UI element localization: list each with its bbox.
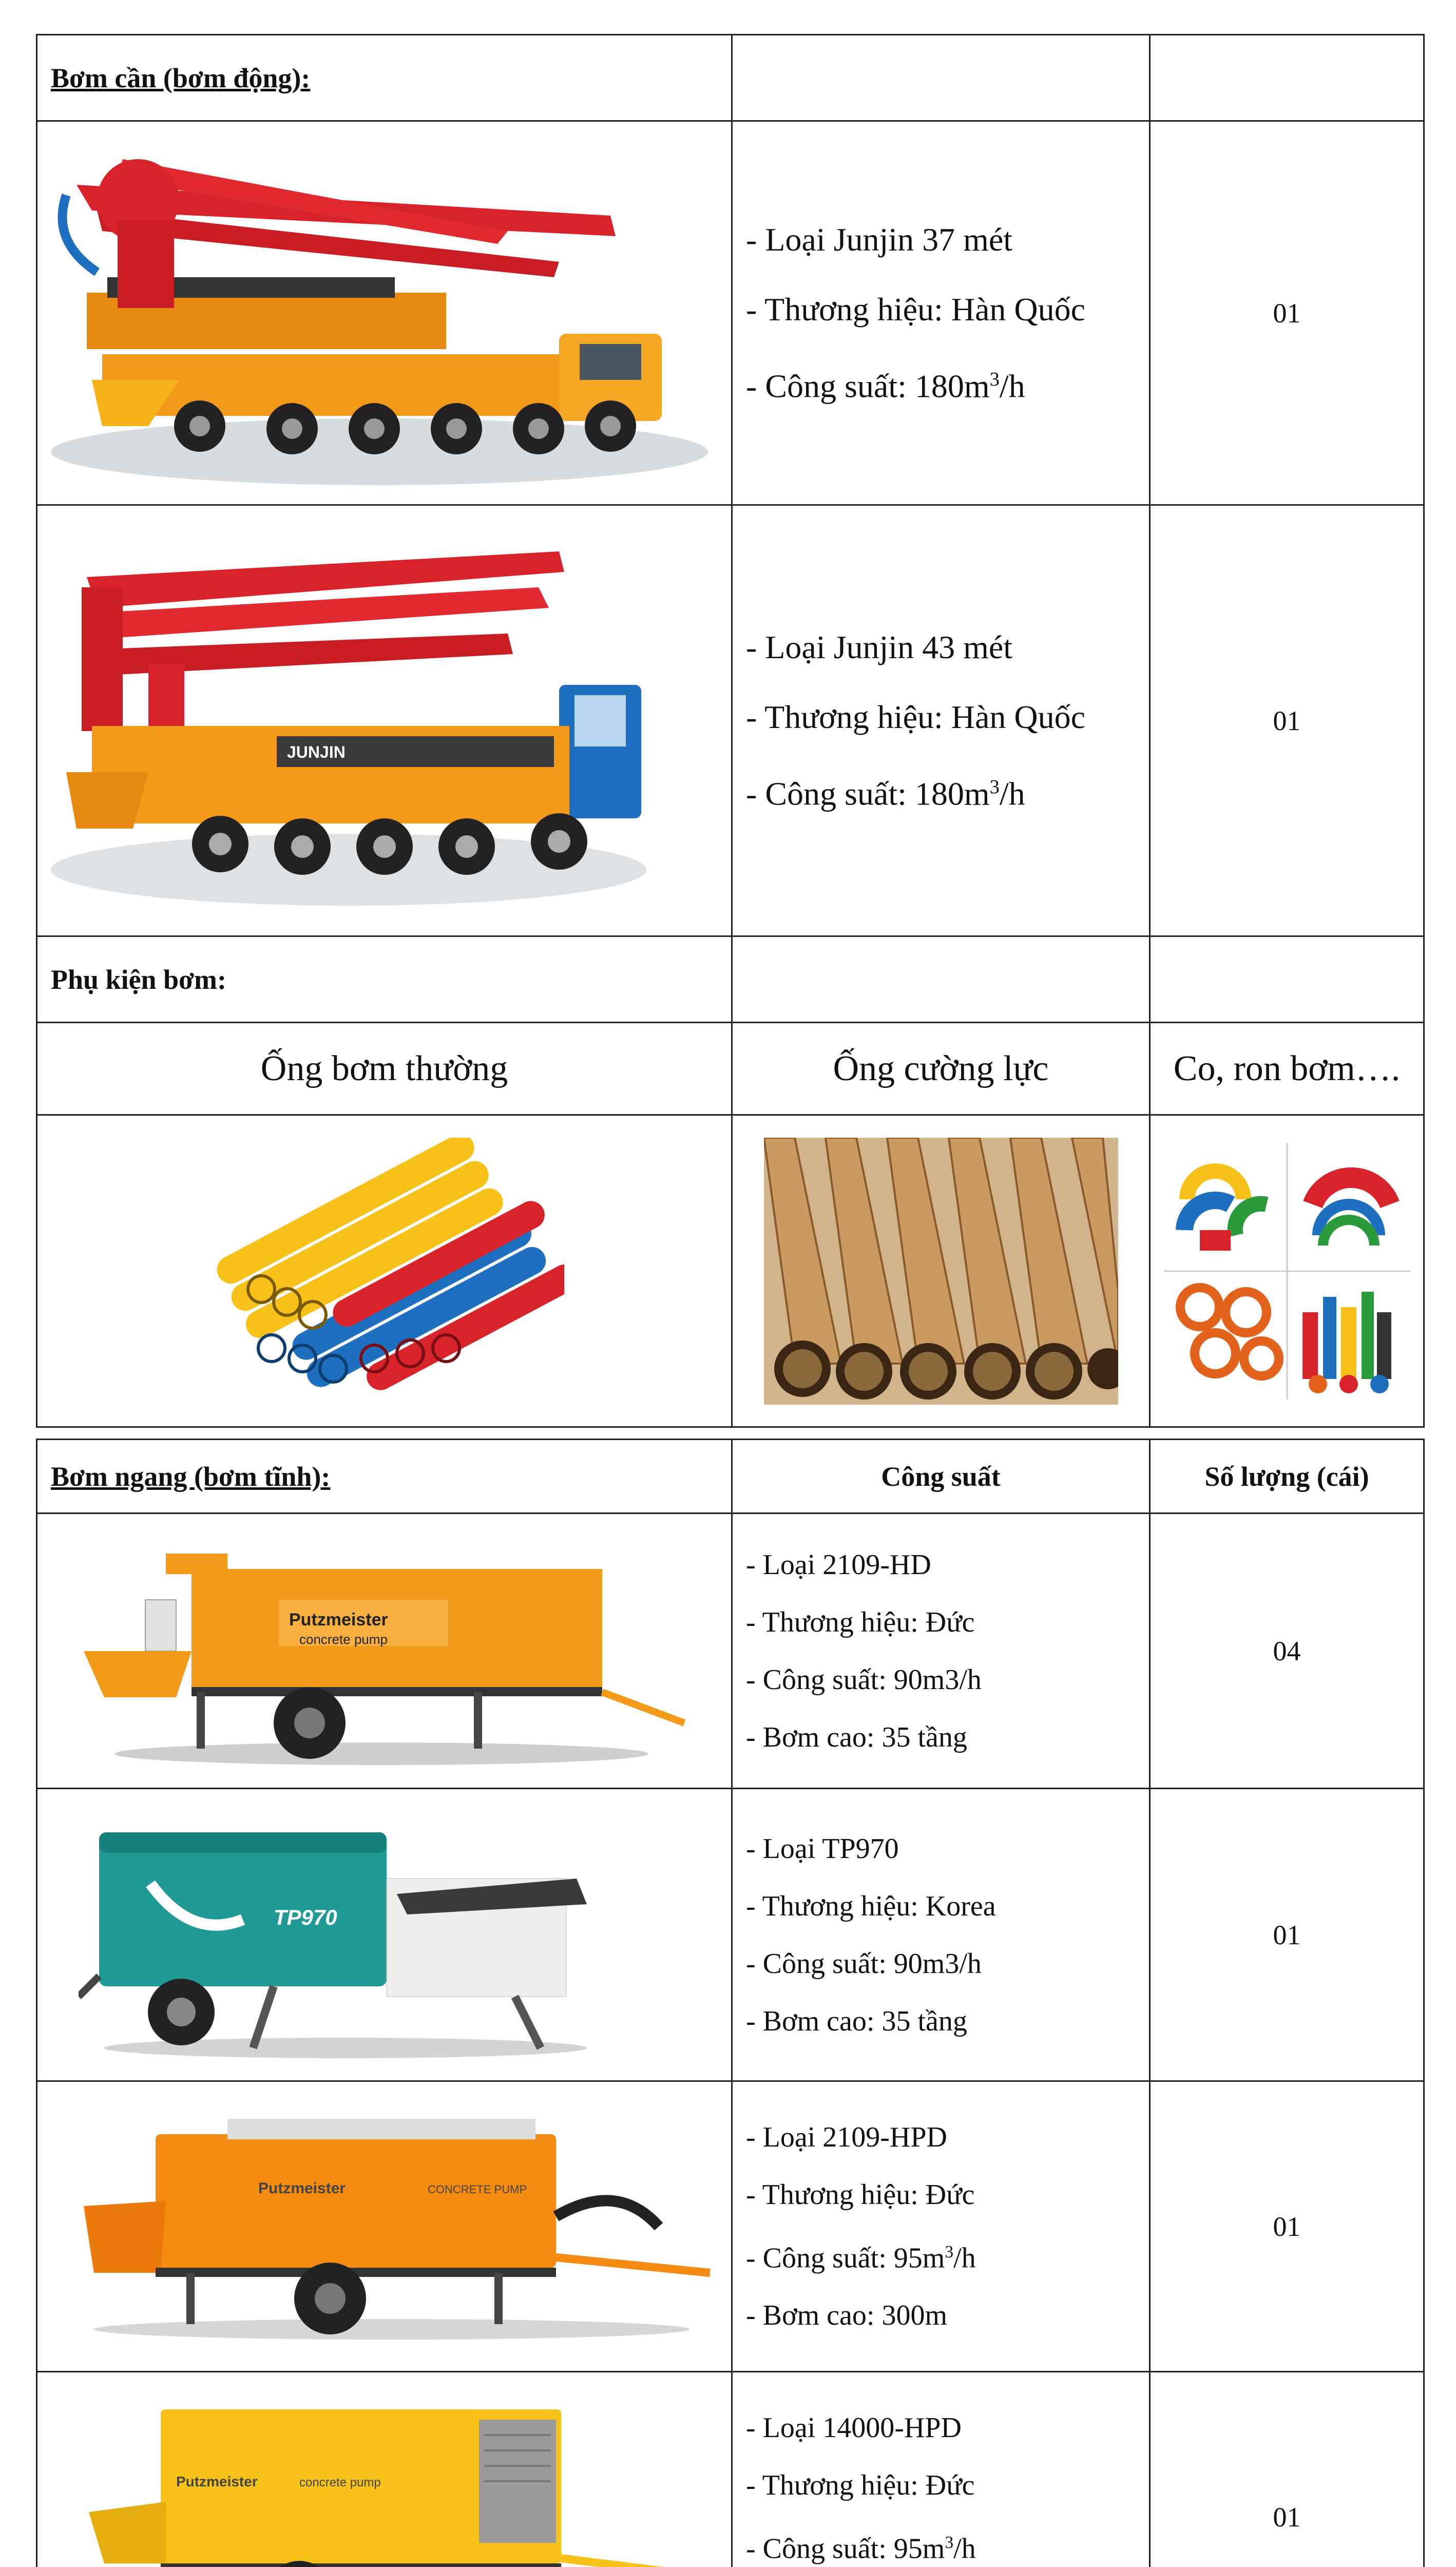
spec-capacity: - Công suất: $180m^3/h$ — [746, 775, 1025, 812]
table-row — [37, 2081, 1424, 2372]
stationary-pump-spec-cell — [732, 2372, 1150, 2567]
table-row — [37, 1440, 1424, 1514]
putzmeister-trailer-pump-image — [73, 1528, 689, 1774]
spec-brand: - Thương hiệu: Hàn Quốc — [746, 698, 1085, 735]
brand-text: TP970 — [274, 1905, 337, 1929]
spec-capacity: - Công suất: $180m^3/h$ — [746, 368, 1025, 405]
brand-text: Putzmeister — [176, 2473, 258, 2489]
table-row — [37, 936, 1424, 1023]
spec-type: - Loại Junjin 37 mét — [746, 221, 1013, 258]
brand-subtext: CONCRETE PUMP — [428, 2182, 527, 2196]
quantity-cell: 01 — [1150, 1789, 1424, 2081]
spec-type: - Loại Junjin 43 mét — [746, 628, 1013, 665]
section-title-boom-pump: Bơm cần (bơm động): — [37, 35, 732, 121]
spec-brand: - Thương hiệu: Đức — [746, 2469, 975, 2501]
stationary-pump-image-cell — [37, 1789, 732, 2081]
accessory-label: Ống bơm thường — [37, 1023, 732, 1115]
stationary-pump-image-cell — [37, 1514, 732, 1789]
brand-subtext: concrete pump — [299, 2475, 381, 2489]
table-row — [37, 2372, 1424, 2567]
stationary-pump-image-cell — [37, 2372, 732, 2567]
accessory-image-cell — [1150, 1115, 1424, 1427]
brand-text: Putzmeister — [258, 2179, 346, 2197]
stationary-pump-spec-cell — [732, 1789, 1150, 2081]
spec-height: - Bơm cao: 35 tầng — [746, 2005, 967, 2037]
stationary-pump-image-cell — [37, 2081, 732, 2372]
spec-height: - Bơm cao: 300m — [746, 2300, 947, 2332]
boom-pump-image-cell — [37, 505, 732, 936]
stationary-pump-spec-cell — [732, 1514, 1150, 1789]
table-row — [37, 121, 1424, 505]
brand-subtext: concrete pump — [299, 1631, 388, 1647]
red-boom-pump-truck-image — [46, 139, 713, 488]
junjin-boom-pump-truck-image — [46, 531, 652, 911]
table-row — [37, 505, 1424, 936]
accessory-label: Ống cường lực — [732, 1023, 1150, 1115]
accessory-image-cell — [37, 1115, 732, 1427]
spec-height: - Bơm cao: 35 tầng — [746, 1721, 967, 1753]
table-row — [37, 35, 1424, 121]
boom-pump-spec-cell — [732, 121, 1150, 505]
quantity-cell: 01 — [1150, 505, 1424, 936]
junjin-logo-text: JUNJIN — [287, 742, 346, 761]
quantity-cell: 01 — [1150, 121, 1424, 505]
spec-capacity: - Công suất: 90m3/h — [746, 1663, 982, 1696]
spec-capacity: - Công suất: 90m3/h — [746, 1947, 982, 1980]
table-row — [37, 1514, 1424, 1789]
orange-trailer-pump-image — [73, 2103, 741, 2350]
accessory-image-cell — [732, 1115, 1150, 1427]
spec-capacity: - Công suất: $95m^3/h$ — [746, 2242, 976, 2274]
tp970-trailer-pump-image — [79, 1807, 643, 2063]
boom-pump-table — [36, 34, 1425, 1428]
table-row — [37, 1115, 1424, 1427]
elbows-and-seals-image — [1164, 1143, 1410, 1400]
spec-capacity: - Công suất: $95m^3/h$ — [746, 2533, 976, 2565]
spec-type: - Loại 2109-HPD — [746, 2121, 947, 2153]
table-row — [37, 1789, 1424, 2081]
yellow-trailer-pump-image — [79, 2389, 695, 2567]
table-row — [37, 1023, 1424, 1115]
stationary-pump-spec-cell — [732, 2081, 1150, 2372]
spec-brand: - Thương hiệu: Đức — [746, 1606, 975, 1638]
quantity-cell: 01 — [1150, 2081, 1424, 2372]
spec-brand: - Thương hiệu: Đức — [746, 2178, 975, 2211]
spec-type: - Loại TP970 — [746, 1832, 899, 1865]
section-title-accessories: Phụ kiện bơm: — [37, 936, 732, 1023]
boom-pump-image-cell — [37, 121, 732, 505]
spec-type: - Loại 2109-HD — [746, 1548, 931, 1581]
column-header-quantity: Số lượng (cái) — [1150, 1440, 1424, 1514]
steel-pipes-image — [764, 1138, 1118, 1405]
boom-pump-spec-cell — [732, 505, 1150, 936]
colored-pipes-image — [205, 1138, 564, 1405]
spec-brand: - Thương hiệu: Hàn Quốc — [746, 291, 1085, 328]
spec-type: - Loại 14000-HPD — [746, 2411, 962, 2444]
brand-text: Putzmeister — [289, 1610, 388, 1630]
section-title-stationary-pump: Bơm ngang (bơm tĩnh): — [37, 1440, 732, 1514]
stationary-pump-table — [36, 1439, 1425, 2567]
spec-brand: - Thương hiệu: Korea — [746, 1890, 996, 1922]
quantity-cell: 01 — [1150, 2372, 1424, 2567]
accessory-label: Co, ron bơm…. — [1150, 1023, 1424, 1115]
column-header-capacity: Công suất — [732, 1440, 1150, 1514]
quantity-cell: 04 — [1150, 1514, 1424, 1789]
